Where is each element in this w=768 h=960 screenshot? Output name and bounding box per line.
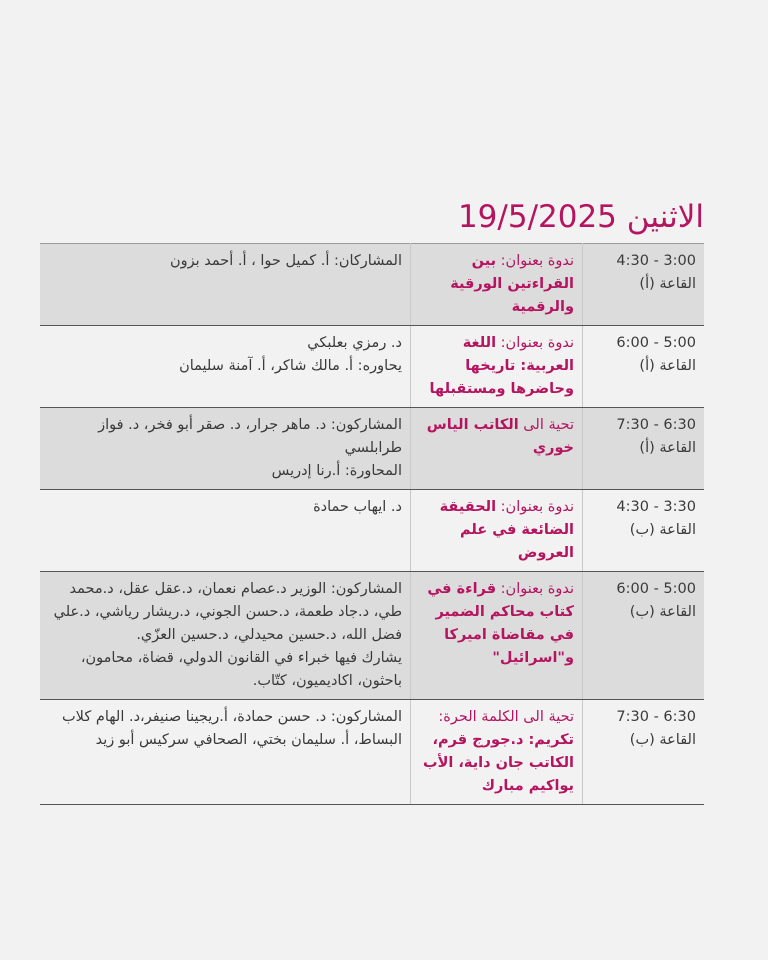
event-title: تكريم: د.جورج قرم، الكاتب جان داية، الأب يواكيم مبارك: [423, 732, 574, 794]
hall-label: القاعة (ب): [629, 604, 696, 620]
hall-label: القاعة (أ): [639, 358, 696, 374]
hall-label: القاعة (أ): [639, 276, 696, 292]
time-cell: [583, 700, 705, 805]
time-range: 6:00 - 5:00: [616, 335, 696, 351]
event-title: الكاتب الياس خوري: [426, 417, 574, 456]
participants-line: المشاركون: الوزير د.عصام نعمان، د.عقل عقل، د.محمد طي، د.جاد طعمة، د.حسن الجوني، د.ريشار رياشي، د.علي فضل الله، د.حسين محيدلي، د.حسين العزّي.: [53, 581, 402, 643]
participants-cell: [40, 700, 411, 805]
time-range: 6:00 - 5:00: [616, 581, 696, 597]
hall-label: القاعة (ب): [629, 522, 696, 538]
participants-cell: [40, 408, 411, 490]
time-cell: [583, 326, 705, 408]
event-cell: [411, 244, 583, 326]
participants-cell: [40, 244, 411, 326]
hall-label: القاعة (أ): [639, 440, 696, 456]
schedule-table: [40, 243, 704, 805]
participants-line: يحاوره: أ. مالك شاكر، أ. آمنة سليمان: [179, 358, 402, 374]
participants-cell: [40, 490, 411, 572]
time-cell: [583, 572, 705, 700]
participants-line: المشاركون: د. ماهر جرار، د. صقر أبو فخر، د. فواز طرابلسي: [98, 417, 402, 456]
participants-line: المشاركان: أ. كميل حوا ، أ. أحمد بزون: [169, 253, 402, 269]
event-title: اللغة العربية: تاريخها وحاضرها ومستقبلها: [429, 335, 574, 397]
time-range: 4:30 - 3:30: [616, 499, 696, 515]
event-cell: [411, 490, 583, 572]
time-cell: [583, 490, 705, 572]
event-title: قراءة في كتاب محاكم الضمير في مقاضاة اميركا و"اسرائيل": [427, 581, 574, 666]
table-row: [40, 572, 704, 700]
event-intro: ندوة بعنوان:: [496, 581, 574, 597]
event-cell: [411, 700, 583, 805]
event-title: بين القراءتين الورقية والرقمية: [450, 253, 574, 315]
participants-line: المشاركون: د. حسن حمادة، أ.ريجينا صنيفر،د. الهام كلاب البساط، أ. سليمان بختي، الصحافي سركيس أبو زيد: [62, 709, 402, 748]
table-row: [40, 490, 704, 572]
time-range: 4:30 - 3:00: [616, 253, 696, 269]
time-range: 7:30 - 6:30: [616, 417, 696, 433]
time-cell: [583, 244, 705, 326]
table-row: [40, 244, 704, 326]
table-row: [40, 700, 704, 805]
event-cell: [411, 572, 583, 700]
participants-line: د. رمزي بعلبكي: [307, 335, 402, 351]
participants-cell: [40, 572, 411, 700]
event-intro: ندوة بعنوان:: [496, 499, 574, 515]
participants-cell: [40, 326, 411, 408]
table-row: [40, 408, 704, 490]
participants-line: المحاورة: أ.رنا إدريس: [271, 463, 402, 479]
event-title: الحقيقة الضائعة في علم العروض: [439, 499, 574, 561]
participants-line: يشارك فيها خبراء في القانون الدولي، قضاة، محامون، باحثون، اكاديميون، كتّاب.: [80, 650, 402, 689]
event-intro: تحية الى الكلمة الحرة:: [438, 709, 574, 725]
participants-line: د. ايهاب حمادة: [313, 499, 402, 515]
event-intro: ندوة بعنوان:: [496, 253, 574, 269]
hall-label: القاعة (ب): [629, 732, 696, 748]
time-range: 7:30 - 6:30: [616, 709, 696, 725]
time-cell: [583, 408, 705, 490]
table-row: [40, 326, 704, 408]
event-intro: تحية الى: [518, 417, 574, 433]
heading-day: الاثنين: [626, 199, 704, 235]
event-cell: [411, 326, 583, 408]
heading-date: 19/5/2025: [457, 199, 617, 235]
event-intro: ندوة بعنوان:: [496, 335, 574, 351]
event-cell: [411, 408, 583, 490]
page-title: [40, 196, 704, 238]
